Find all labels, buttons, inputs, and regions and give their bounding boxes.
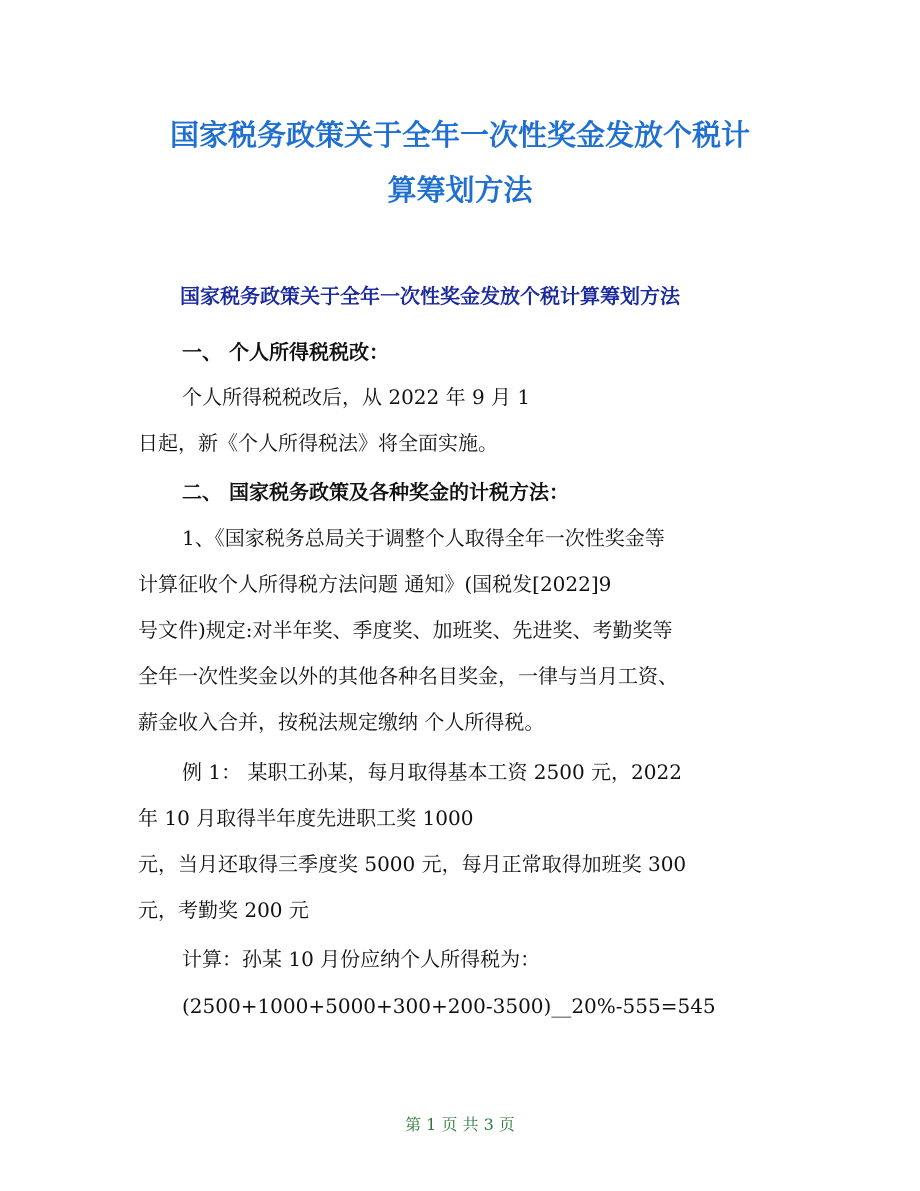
section1-body-line1: 个人所得税税改后，从 2022 年 9 月 1 — [182, 385, 531, 409]
para1-line4: 全年一次性奖金以外的其他各种名目奖金，一律与当月工资、 — [138, 664, 678, 688]
section2-heading: 二、 国家税务政策及各种奖金的计税方法： — [182, 480, 569, 504]
calc-line1: 计算：孙某 10 月份应纳个人所得税为： — [182, 947, 541, 971]
example-line3: 元，当月还取得三季度奖 5000 元，每月正常取得加班奖 300 — [138, 852, 687, 876]
para1-line5: 薪金收入合并，按税法规定缴纳 个人所得税。 — [138, 710, 545, 734]
example-line1: 例 1： 某职工孙某，每月取得基本工资 2500 元，2022 — [182, 760, 682, 784]
para1-line3: 号文件)规定:对半年奖、季度奖、加班奖、先进奖、考勤奖等 — [138, 618, 673, 642]
document-title-line1: 国家税务政策关于全年一次性奖金发放个税计 — [169, 118, 750, 152]
page-indicator: 第 1 页 共 3 页 — [405, 1115, 515, 1134]
example-line2: 年 10 月取得半年度先进职工奖 1000 — [138, 806, 474, 830]
document-subtitle: 国家税务政策关于全年一次性奖金发放个税计算筹划方法 — [180, 284, 680, 308]
section1-body-line2: 日起，新《个人所得税法》将全面实施。 — [138, 431, 498, 455]
document-title-line2: 算筹划方法 — [387, 173, 533, 207]
calc-formula: (2500+1000+5000+300+200-3500)__20%-555=545 — [182, 994, 716, 1018]
example-line4: 元，考勤奖 200 元 — [138, 898, 309, 922]
section1-heading: 一、 个人所得税税改： — [182, 340, 389, 364]
para1-line1: 1、《国家税务总局关于调整个人取得全年一次性奖金等 — [182, 526, 665, 550]
para1-line2: 计算征收个人所得税方法问题 通知》(国税发[2022]9 — [138, 572, 612, 596]
